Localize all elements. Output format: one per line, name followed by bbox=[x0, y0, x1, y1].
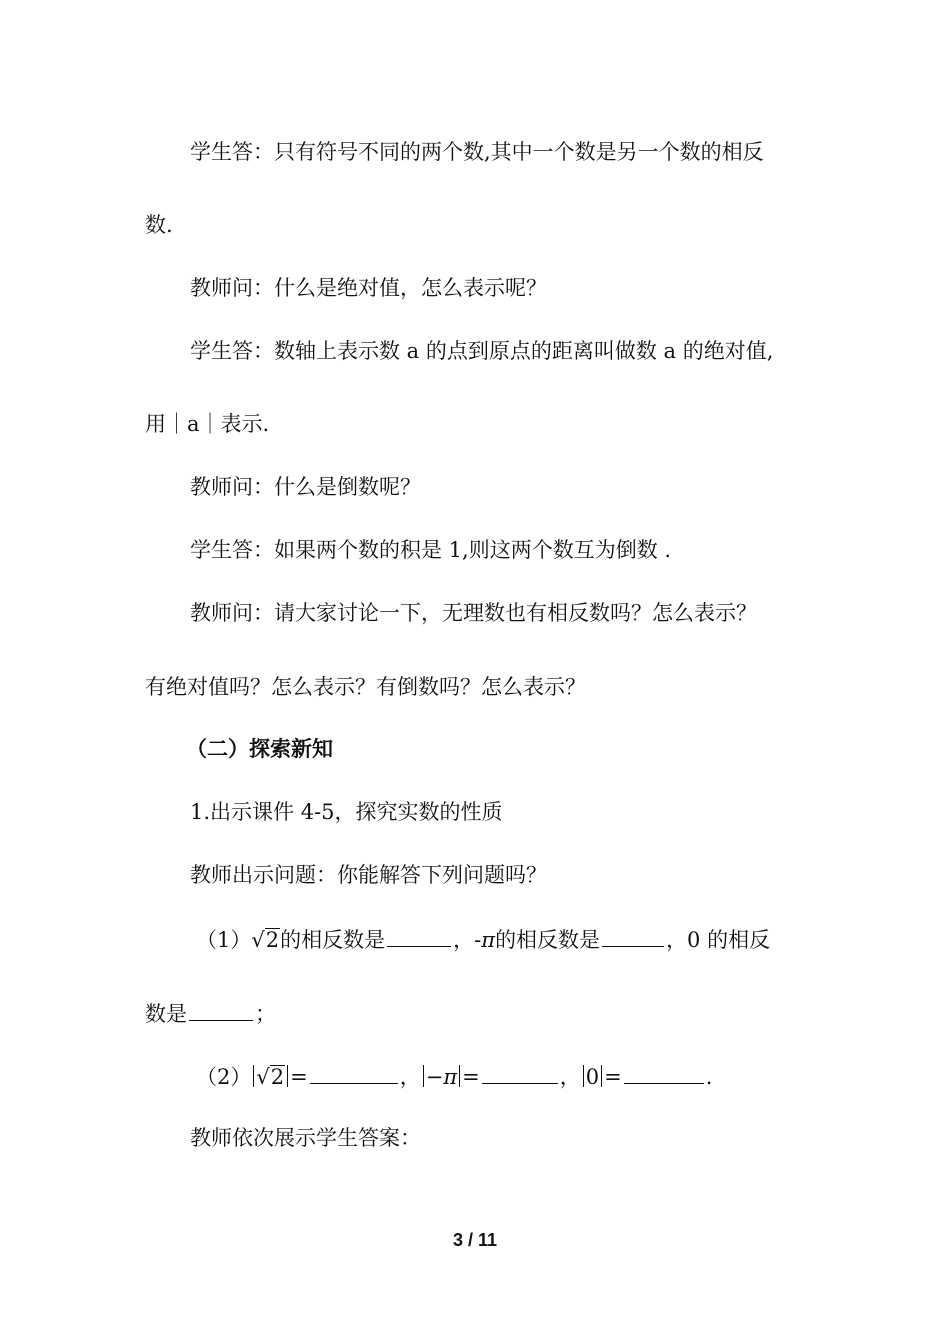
answer-blank bbox=[624, 1061, 704, 1084]
paragraph-line: 有绝对值吗？怎么表示？有倒数吗？怎么表示？ bbox=[145, 675, 586, 699]
page-footer bbox=[0, 1228, 950, 1252]
answer-blank bbox=[482, 1061, 558, 1084]
abs-bar bbox=[601, 1065, 602, 1087]
zero-value: 0 bbox=[585, 1065, 600, 1089]
page-separator: / bbox=[462, 1230, 478, 1250]
abs-bar bbox=[253, 1065, 254, 1087]
paragraph-line: 教师依次展示学生答案： bbox=[190, 1126, 421, 1150]
sqrt-sign: √ bbox=[251, 928, 265, 952]
separator: ， bbox=[399, 1065, 421, 1089]
paragraph-line: 1.出示课件 4-5，探究实数的性质 bbox=[190, 800, 503, 824]
paragraph-line: 教师出示问题：你能解答下列问题吗？ bbox=[190, 863, 547, 887]
paragraph-line: 教师问：请大家讨论一下，无理数也有相反数吗？怎么表示？ bbox=[190, 601, 757, 625]
page-number: 3 bbox=[452, 1230, 463, 1250]
paragraph-line: 教师问：什么是倒数呢？ bbox=[190, 475, 421, 499]
sqrt-expression bbox=[251, 926, 280, 954]
paragraph-line: 教师问：什么是绝对值，怎么表示呢？ bbox=[190, 276, 547, 300]
question-number: （2） bbox=[196, 1065, 252, 1089]
abs-bar bbox=[583, 1065, 584, 1087]
radicand: 2 bbox=[265, 928, 280, 952]
abs-bar bbox=[459, 1065, 460, 1087]
paragraph-line: 学生答：数轴上表示数 a 的点到原点的距离叫做数 a 的绝对值, bbox=[190, 339, 774, 363]
paragraph-line: 用｜a｜表示. bbox=[145, 412, 270, 436]
answer-blank bbox=[310, 1061, 398, 1084]
abs-bar bbox=[423, 1065, 424, 1087]
question-text: ； bbox=[255, 1002, 276, 1026]
sqrt-sign: √ bbox=[256, 1065, 270, 1089]
answer-blank bbox=[189, 998, 253, 1021]
question-1-continuation bbox=[145, 998, 276, 1028]
answer-blank bbox=[602, 924, 664, 947]
separator: ， bbox=[559, 1065, 581, 1089]
question-1-line bbox=[196, 924, 770, 954]
paragraph-line: 学生答：只有符号不同的两个数,其中一个数是另一个数的相反 bbox=[190, 140, 764, 164]
page-total: 11 bbox=[478, 1230, 498, 1250]
question-text: ，0 的相反 bbox=[666, 928, 771, 952]
question-text: 数是 bbox=[145, 1002, 187, 1026]
abs-bar bbox=[287, 1065, 288, 1087]
paragraph-line: 数. bbox=[145, 213, 173, 237]
question-text: ，- bbox=[453, 928, 482, 952]
answer-blank bbox=[387, 924, 451, 947]
radicand: 2 bbox=[270, 1065, 285, 1089]
equals-sign: = bbox=[290, 1065, 308, 1089]
sqrt-expression bbox=[256, 1063, 285, 1091]
question-number: （1） bbox=[196, 928, 252, 952]
question-text: 的相反数是 bbox=[495, 928, 601, 952]
equals-sign: = bbox=[462, 1065, 480, 1089]
pi-symbol: π bbox=[481, 928, 496, 952]
minus-sign: − bbox=[425, 1065, 444, 1089]
end-period: . bbox=[705, 1065, 713, 1089]
equals-sign: = bbox=[604, 1065, 622, 1089]
question-2-line bbox=[196, 1061, 712, 1091]
paragraph-line: 学生答：如果两个数的积是 1,则这两个数互为倒数 . bbox=[190, 538, 672, 562]
question-text: 的相反数是 bbox=[280, 928, 386, 952]
pi-symbol: π bbox=[443, 1065, 458, 1089]
section-heading: （二）探索新知 bbox=[186, 737, 333, 761]
